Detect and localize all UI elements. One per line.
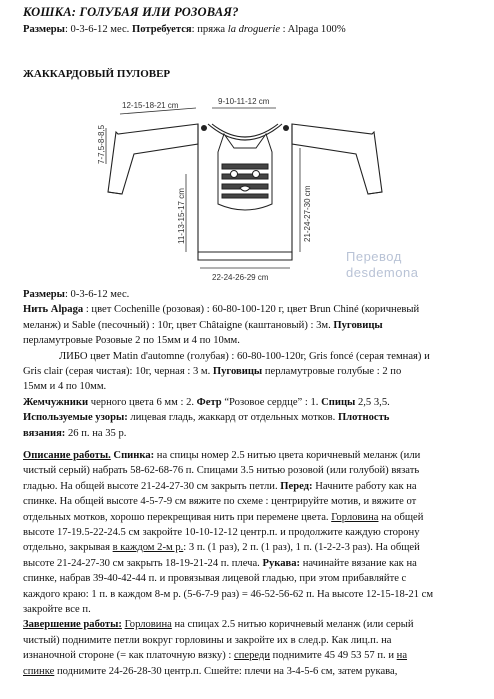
- needles-value: 2,5 3,5.: [355, 396, 390, 408]
- alt-line2a: Gris clair (серая чистая): 10г, черная : 3 м.: [23, 366, 213, 378]
- section-title: ЖАККАРДОВЫЙ ПУЛОВЕР: [23, 68, 171, 80]
- alt-line1: ЛИБО цвет Matin d'automne (голубая) : 60-80-100-120г, Gris foncé (серая темная) и: [59, 350, 430, 362]
- sizes-value: : 0-3-6-12 мес.: [64, 24, 130, 35]
- yarn-line2: меланж) и Sable (песочный) : 10г, цвет Châtaigne (каштановый) : 3м.: [23, 319, 334, 331]
- sizes-label-2: Размеры: [23, 289, 65, 300]
- watermark-line2: desdemona: [346, 265, 419, 280]
- desc-1: на спицы номер 2.5 нитью цвета коричневый меланж (или: [154, 450, 421, 461]
- front-label: Перед:: [280, 480, 313, 492]
- dim-sleeve-length: 11-13-15-17 cm: [177, 188, 186, 244]
- desc-9: спинке, набрав 39-40-42-44 п. и провязывая лицевой гладью, при этом прибавляйте с: [23, 573, 407, 585]
- dim-width: 22-24-26-29 cm: [212, 273, 269, 282]
- sizes-label: Размеры: [23, 24, 65, 35]
- yarn-label: Нить Alpaga: [23, 304, 84, 316]
- materials-block: [23, 287, 475, 441]
- fin-3b: поднимите 45 49 53 57 п. и: [270, 650, 397, 662]
- yarn-line3: перламутровые Розовые 2 по 15мм и 4 по 10мм.: [23, 335, 240, 347]
- dim-body-length: 21-24-27-30 cm: [303, 185, 312, 242]
- dim-sleeve-top: 12-15-18-21 cm: [122, 101, 179, 110]
- desc-5a: отдельных мотков, хорошо перекрещивая нить при перемене цвета.: [23, 511, 332, 523]
- desc-7u: в каждом 2-м р.: [112, 542, 184, 554]
- desc-7b: : 3 п. (1 раз), 2 п. (1 раз), 1 п. (1-2-2-3 раз). На общей: [183, 542, 420, 554]
- shoulder-button-icon: [283, 125, 289, 131]
- desc-2: чистый серый) набрать 58-62-68-76 п. Спицами 3.5 нитью розовой (или голубой) вязать: [23, 465, 420, 477]
- buttons-label: Пуговицы: [333, 319, 383, 331]
- density-label-2: вязания:: [23, 427, 66, 439]
- felt-label: Фетр: [196, 396, 222, 408]
- fin-3a: изнаночной стороне (= как платочную вязку) :: [23, 650, 234, 662]
- finish-neck-label: Горловина: [124, 619, 172, 631]
- fin-3u: спереди: [234, 650, 270, 662]
- fin-4b: поднимите 24-26-28-30 центр.п. Сшейте: плечи на 3-4-5-6 см, затем рукава,: [54, 665, 398, 677]
- dim-neck: 9-10-11-12 cm: [218, 97, 270, 106]
- watermark: [346, 249, 418, 281]
- instructions-block: [23, 448, 475, 679]
- shoulder-button-icon: [201, 125, 207, 131]
- desc-4: спинке. На общей высоте 4-5-7-9 см вяжите по схеме : центрируйте мотив, и вяжите от: [23, 496, 417, 508]
- beads-value: черного цвета 6 мм : 2.: [88, 396, 197, 408]
- desc-8b: начинайте вязание как на: [300, 557, 417, 569]
- back-label: Спинка:: [113, 450, 155, 461]
- patterns-label: Используемые узоры:: [23, 412, 128, 424]
- density-value: 26 п. на 35 р.: [65, 427, 127, 439]
- neck-label: Горловина: [331, 511, 379, 523]
- yarn-line1: : цвет Cochenille (розовая) : 60-80-100-120 г, цвет Brun Chiné (коричневый: [83, 304, 420, 316]
- alt-line3: 15мм и 4 по 10мм.: [23, 381, 107, 393]
- cat-motif: [218, 134, 272, 210]
- alt-line2b: перламутровые голубые : 2 по: [262, 366, 402, 378]
- desc-8a: высоте 21-24-27-30 см закрыть 18-19-21-24 п. плеча.: [23, 557, 263, 569]
- needs-brand: la droguerie: [227, 24, 281, 35]
- patterns-value: лицевая гладь, жаккард от отдельных мотков.: [127, 412, 338, 424]
- fin-3u2: на: [396, 650, 408, 662]
- desc-3a: гладью. На общей высоте 21-24-27-30 см закрыть петли.: [23, 480, 281, 492]
- fin-2: чистый) поднимите петли вокруг горловины и закройте их в след.р. Как лиц.п. на: [23, 634, 392, 646]
- sizes-needs-line: [23, 23, 346, 36]
- needs-value-b: : Alpaga 100%: [280, 24, 346, 35]
- fin-4u: спинке: [23, 665, 55, 677]
- desc-6: высоте 17-19.5-22-24.5 см закройте 10-10-12-12 центр.п. и продолжите каждую сторону: [23, 527, 420, 539]
- needles-label: Спицы: [321, 396, 356, 408]
- dim-shoulder: 7-7,5-8-8,5: [97, 124, 106, 164]
- needs-value-a: : пряжа: [191, 24, 228, 35]
- fin-1: на спицах 2.5 нитью коричневый меланж (или серый: [171, 619, 414, 631]
- desc-label: Описание работы.: [23, 450, 111, 461]
- sleeve-label: Рукава:: [262, 557, 301, 569]
- desc-7a: отдельно, закрывая: [23, 542, 113, 554]
- desc-3b: Начните работу как на: [312, 480, 417, 492]
- alt-buttons-label: Пуговицы: [212, 366, 263, 378]
- desc-11: закройте все п.: [23, 604, 91, 616]
- desc-5b: на общей: [378, 511, 424, 523]
- page-title: КОШКА: ГОЛУБАЯ ИЛИ РОЗОВАЯ?: [23, 5, 239, 19]
- finish-label: Завершение работы:: [23, 619, 122, 631]
- sizes-value-2: : 0-3-6-12 мес.: [64, 289, 130, 300]
- felt-value: “Розовое сердце” : 1.: [221, 396, 322, 408]
- watermark-line1: Перевод: [346, 249, 402, 264]
- density-label: Плотность: [337, 412, 390, 424]
- desc-10: каждого краю: 1 п. в каждом 8-м р. (5-6-7-9 раз) = 46-52-56-62 п. На высоте 12-15-18-21 см: [23, 588, 434, 600]
- beads-label: Жемчужники: [23, 396, 89, 408]
- needs-label: Потребуется: [131, 24, 192, 35]
